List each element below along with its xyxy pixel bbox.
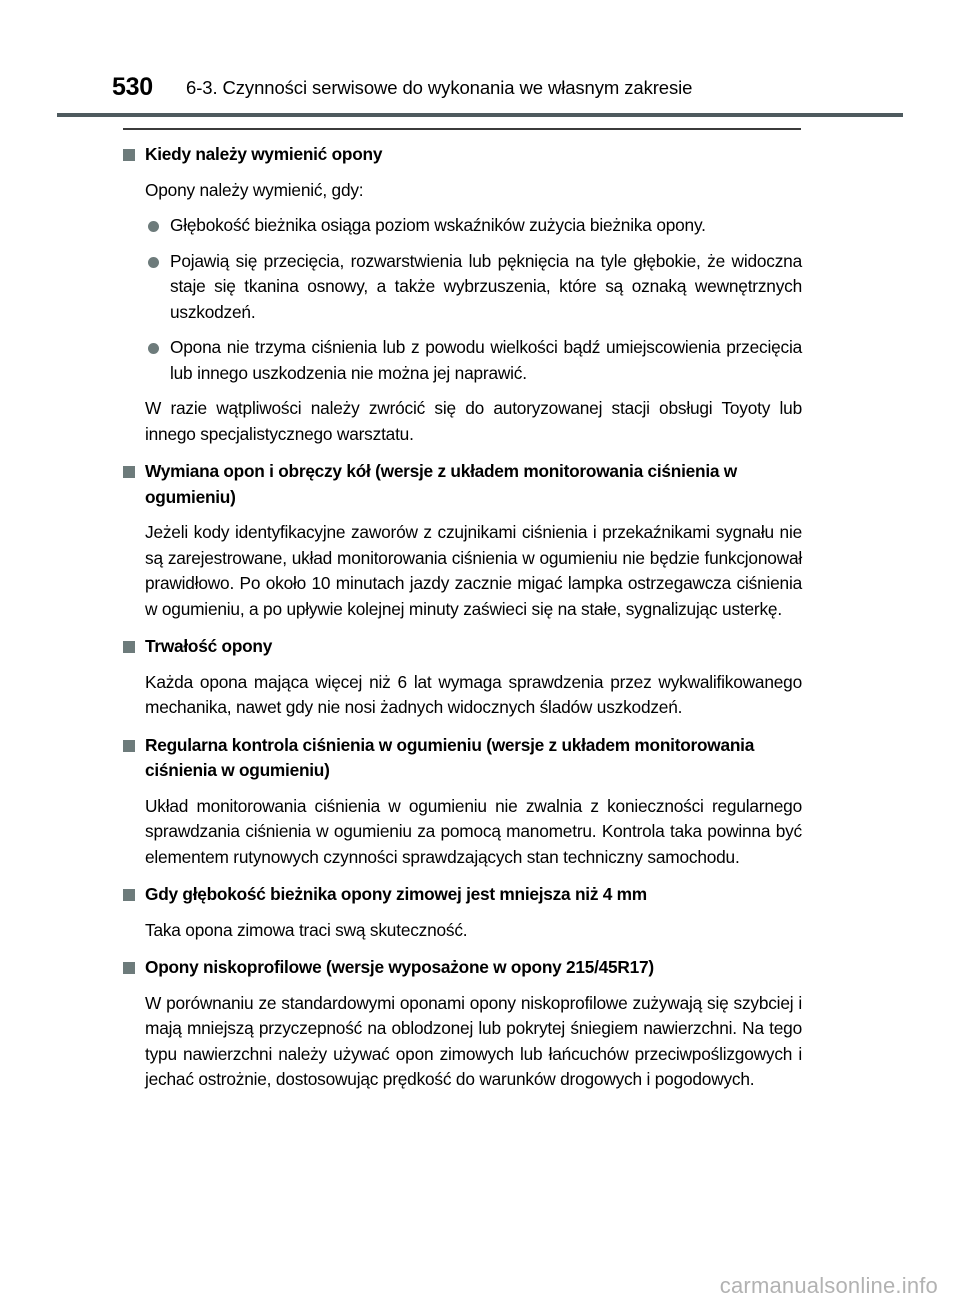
round-bullet-icon	[148, 343, 159, 354]
site-watermark: carmanualsonline.info	[719, 1273, 938, 1298]
square-bullet-icon	[123, 740, 135, 752]
section-heading-1	[0, 142, 960, 168]
section-6-body: W porównaniu ze standardowymi oponami opony niskoprofilowe zużywają się szybciej i mają mniejszą przyczepność na oblodzonej lub pokrytej śniegiem nawierzchni. Na tego typu nawierzchni należy używać opon zimowych lub łańcuchów przeciwpoślizgowych i jechać ostrożnie, dostosowując prędkość do warunków drogowych i pogodowych.	[145, 992, 802, 1089]
section-heading-1-label: Kiedy należy wymienić opony	[145, 144, 383, 164]
section-heading-5	[0, 882, 960, 908]
round-bullet-icon	[148, 221, 159, 232]
section-heading-6	[0, 955, 960, 981]
section-1-intro: Opony należy wymienić, gdy:	[145, 179, 364, 200]
round-bullet-icon	[148, 257, 159, 268]
section-4-body: Układ monitorowania ciśnienia w ogumieniu nie zwalnia z konieczności regularnego sprawdzania ciśnienia w ogumieniu za pomocą manometru. Kontrola taka powinna być elementem rutynowych czynności sprawdzających stan techniczny samochodu.	[145, 795, 802, 867]
page-header	[0, 72, 960, 110]
section-heading-2-label: Wymiana opon i obręczy kół (wersje z układem monitorowania ciśnienia w ogumieniu)	[145, 461, 737, 507]
section-1-outro: W razie wątpliwości należy zwrócić się do autoryzowanej stacji obsługi Toyoty lub innego specjalistycznego warsztatu.	[145, 398, 802, 444]
section-3-body: Każda opona mająca więcej niż 6 lat wymaga sprawdzenia przez wykwalifikowanego mechanika, nawet gdy nie nosi żadnych widocznych śladów uszkodzeń.	[145, 671, 802, 717]
section-heading-4-label: Regularna kontrola ciśnienia w ogumieniu (wersje z układem monitorowania ciśnienia w ogumieniu)	[145, 734, 755, 780]
square-bullet-icon	[123, 889, 135, 901]
section-divider	[123, 128, 801, 130]
list-item-text: Pojawią się przecięcia, rozwarstwienia lub pęknięcia na tyle głębokie, że widoczna staje się tkanina osnowy, a także wybrzuszenia, które są oznaką wewnętrznych uszkodzeń.	[170, 250, 802, 322]
section-heading-2	[0, 459, 960, 510]
section-heading-3	[0, 634, 960, 660]
section-heading-5-label: Gdy głębokość bieżnika opony zimowej jest mniejsza niż 4 mm	[145, 884, 647, 904]
square-bullet-icon	[123, 962, 135, 974]
list-item	[0, 335, 960, 386]
page-number: 530	[112, 73, 153, 101]
list-item-text: Głębokość bieżnika osiąga poziom wskaźników zużycia bieżnika opony.	[170, 215, 706, 235]
section-heading-6-label: Opony niskoprofilowe (wersje wyposażone w opony 215/45R17)	[145, 957, 654, 977]
list-item	[0, 249, 960, 326]
square-bullet-icon	[123, 149, 135, 161]
list-item	[0, 213, 960, 239]
header-divider	[57, 113, 903, 117]
document-content	[0, 142, 960, 1093]
section-heading-4	[0, 733, 960, 784]
page-title: 6-3. Czynności serwisowe do wykonania we własnym zakresie	[186, 77, 693, 98]
square-bullet-icon	[123, 641, 135, 653]
section-5-body: Taka opona zimowa traci swą skuteczność.	[145, 919, 468, 940]
square-bullet-icon	[123, 466, 135, 478]
section-heading-3-label: Trwałość opony	[145, 636, 273, 656]
section-2-body: Jeżeli kody identyfikacyjne zaworów z czujnikami ciśnienia i przekaźnikami sygnału nie są zarejestrowane, układ monitorowania ciśnienia w ogumieniu nie będzie funkcjonował prawidłowo. Po około 10 minutach jazdy zacznie migać lampka ostrzegawcza ciśnienia w ogumieniu, a po upływie kolejnej minuty zaświeci się na stałe, sygnalizując usterkę.	[145, 522, 802, 619]
list-item-text: Opona nie trzyma ciśnienia lub z powodu wielkości bądź umiejscowienia przecięcia lub innego uszkodzenia nie można jej naprawić.	[170, 337, 802, 383]
